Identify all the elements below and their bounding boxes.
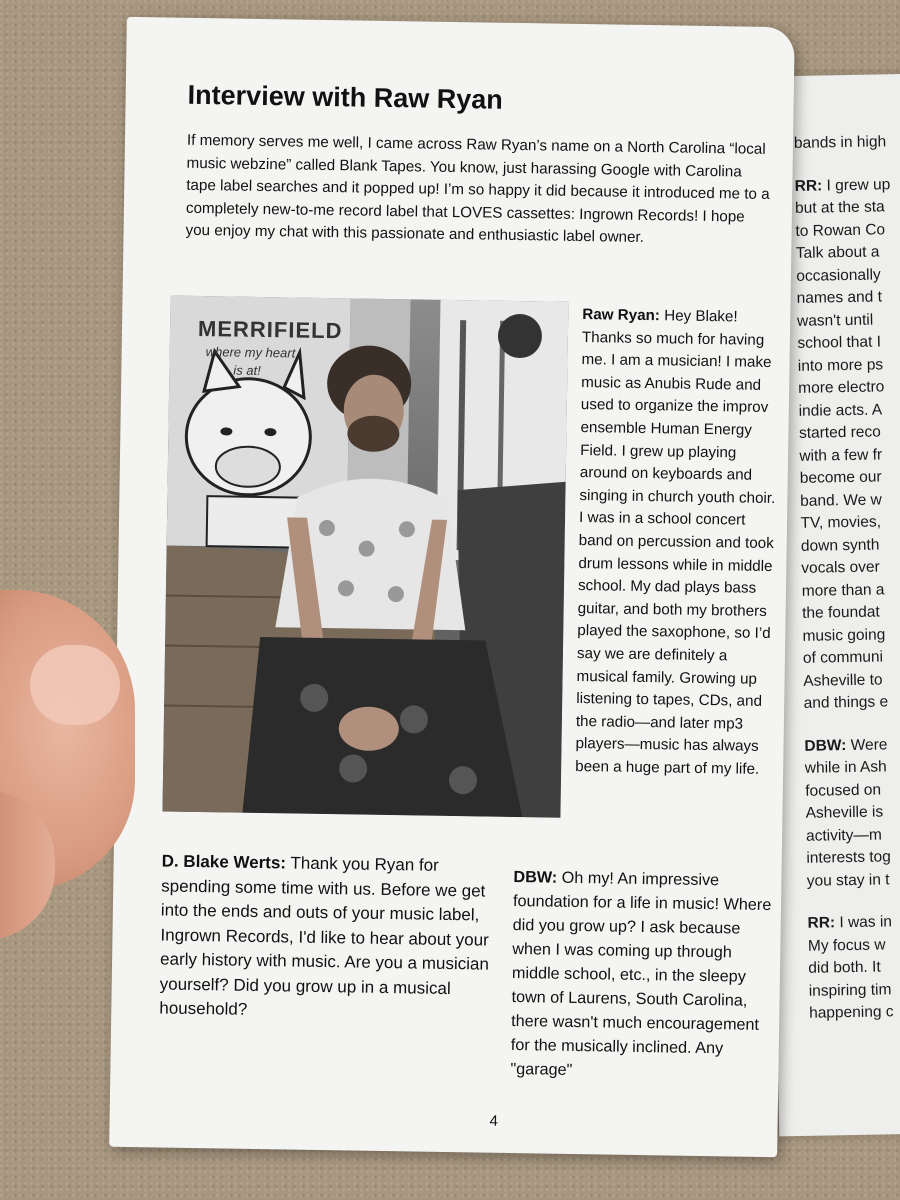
next-page-line-text: band. We w xyxy=(800,490,882,510)
next-page-speaker: DBW: xyxy=(804,736,847,755)
next-page-line-text: to Rowan Co xyxy=(795,220,886,240)
next-page-line xyxy=(798,357,884,374)
next-page-line-text: started reco xyxy=(798,423,881,442)
next-page-line xyxy=(795,222,885,239)
next-page-line-text: indie acts. A xyxy=(798,400,883,420)
next-page-line xyxy=(803,649,883,666)
next-page-line-text: Talk about a xyxy=(795,243,880,262)
next-page-line xyxy=(805,804,883,821)
question-1-text: Thank you Ryan for spending some time with us. Before we get into the ends and outs of your music label, Ingrown Records, I'd like to hear about your early history with music. Are you a musician yourself? Did you grow up in a musical household? xyxy=(159,853,490,1019)
next-page-line xyxy=(799,447,882,464)
answer-text: Hey Blake! Thanks so much for having me. I am a musician! I make music as Anubis Rude and used to organize the improv ensemble Human Energy Field. I grew up playing around on keyboards and singing in church youth choir. I was in a school concert band on percussion and took drum lessons while in middle school. My dad plays bass guitar, and both my brothers played the saxophone, so I’d say we are definitely a musical family. Growing up listening to tapes, CDs, and the radio—and later mp3 players—music has always been a huge part of my life. xyxy=(575,307,776,778)
next-page-line xyxy=(802,627,885,644)
next-page-line xyxy=(808,937,886,954)
next-page-speaker: RR: xyxy=(794,176,823,195)
next-page-line xyxy=(807,914,892,931)
thumbnail xyxy=(30,645,120,725)
next-page-line xyxy=(795,177,891,194)
next-page-line xyxy=(806,849,891,866)
next-page-line xyxy=(800,514,881,531)
next-page-line-text: happening c xyxy=(808,1003,894,1022)
page-number: 4 xyxy=(489,1112,499,1130)
mural-text-line2: where my heart xyxy=(205,344,296,361)
next-page-line-text: become our xyxy=(799,468,882,487)
next-page-line-text: Asheville to xyxy=(803,670,883,690)
next-page-line-text: interests tog xyxy=(806,848,891,867)
next-page-line xyxy=(797,312,873,329)
next-page-line-text: I was in xyxy=(834,913,893,932)
next-page-line xyxy=(798,379,884,396)
next-page-line-text: I grew up xyxy=(822,175,891,194)
next-page-line xyxy=(797,334,881,351)
mural-text-line3: is at! xyxy=(233,362,261,378)
next-page-line-text: My focus w xyxy=(807,935,886,955)
next-page-line xyxy=(807,872,890,889)
next-page-line xyxy=(802,604,880,621)
next-page-line-text: did both. It xyxy=(808,958,881,977)
next-page-line-text: into more ps xyxy=(797,355,884,375)
mural-text-line1: MERRIFIELD xyxy=(197,315,343,344)
next-page-line xyxy=(804,694,889,711)
next-page-line xyxy=(804,737,887,754)
next-page-line xyxy=(798,402,882,419)
next-page-line xyxy=(801,537,880,554)
next-page-line xyxy=(797,289,883,306)
next-page-line xyxy=(805,759,887,776)
question-1-speaker: D. Blake Werts: xyxy=(161,851,287,873)
answer-speaker: Raw Ryan: xyxy=(582,306,661,325)
portrait-photo-graphic xyxy=(162,296,568,818)
question-1 xyxy=(159,849,492,1026)
next-page-line-text: Were xyxy=(846,735,888,754)
next-page-line-text: Asheville is xyxy=(805,803,884,822)
next-page-line-text: inspiring tim xyxy=(808,980,892,1000)
next-page-line-text: occasionally xyxy=(796,265,881,285)
next-page-line-text: activity—m xyxy=(805,825,882,845)
next-page-line xyxy=(796,244,880,261)
zine-page xyxy=(109,17,795,1157)
next-page-line xyxy=(802,582,885,599)
intro-paragraph: If memory serves me well, I came across Raw Ryan’s name on a North Carolina “local music webzine” called Blank Tapes. You know, just harassing Google with Carolina tape label searches and it popped up! I’m so happy it did because it introduced me to a completely new-to-me record label that LOVES cassettes: Ingrown Records! I hope you enjoy my chat with this passionate and enthusiastic label owner. xyxy=(185,131,770,246)
next-page-line-text: the foundat xyxy=(801,603,880,622)
next-page-line-text: bands in high xyxy=(793,133,887,152)
next-page-line xyxy=(799,424,881,441)
next-page-line-text: more electro xyxy=(798,378,885,397)
next-page-line-text: names and t xyxy=(796,288,883,307)
next-page-line xyxy=(795,199,885,216)
next-page-line xyxy=(800,492,882,509)
next-page-line-text: but at the sta xyxy=(794,198,885,217)
next-page-speaker: RR: xyxy=(807,914,836,932)
next-page-line-text: wasn't until xyxy=(796,311,874,330)
next-page-line xyxy=(808,960,881,977)
next-page-line-text: while in Ash xyxy=(804,758,887,777)
next-page-line xyxy=(809,982,892,999)
next-page-line-text: more than a xyxy=(801,580,885,600)
next-page-line-text: music going xyxy=(802,625,886,645)
next-page-line-text: school that I xyxy=(797,333,882,352)
next-page-line-text: down synth xyxy=(800,535,880,555)
next-page-line-text: with a few fr xyxy=(799,445,883,465)
next-page-line xyxy=(794,134,886,151)
next-page-line xyxy=(801,559,880,576)
portrait-photo xyxy=(162,296,568,818)
next-page-line xyxy=(803,672,883,689)
question-2 xyxy=(510,865,775,1085)
next-page-line-text: focused on xyxy=(805,780,882,800)
question-2-speaker: DBW: xyxy=(513,868,558,887)
next-page-line-text: and things e xyxy=(803,693,889,712)
next-page-line xyxy=(796,267,881,284)
next-page-line-text: of communi xyxy=(802,648,884,667)
next-page-line-text: vocals over xyxy=(801,558,880,577)
next-page-line xyxy=(806,827,882,844)
question-2-text: Oh my! An impressive foundation for a life in music! Where did you grow up? I ask because when I was coming up through middle school, etc., in the sleepy town of Laurens, South Carolina, there wasn't much encouragement for the musically inclined. Any "garage" xyxy=(510,868,772,1079)
next-page-line-text: TV, movies, xyxy=(800,513,882,532)
next-page-line xyxy=(805,782,881,799)
next-page-line xyxy=(800,469,882,486)
raw-ryan-answer xyxy=(575,304,782,782)
next-page-line-text: you stay in t xyxy=(806,870,890,890)
next-page-line xyxy=(809,1004,894,1021)
article-title: Interview with Raw Ryan xyxy=(187,79,503,115)
